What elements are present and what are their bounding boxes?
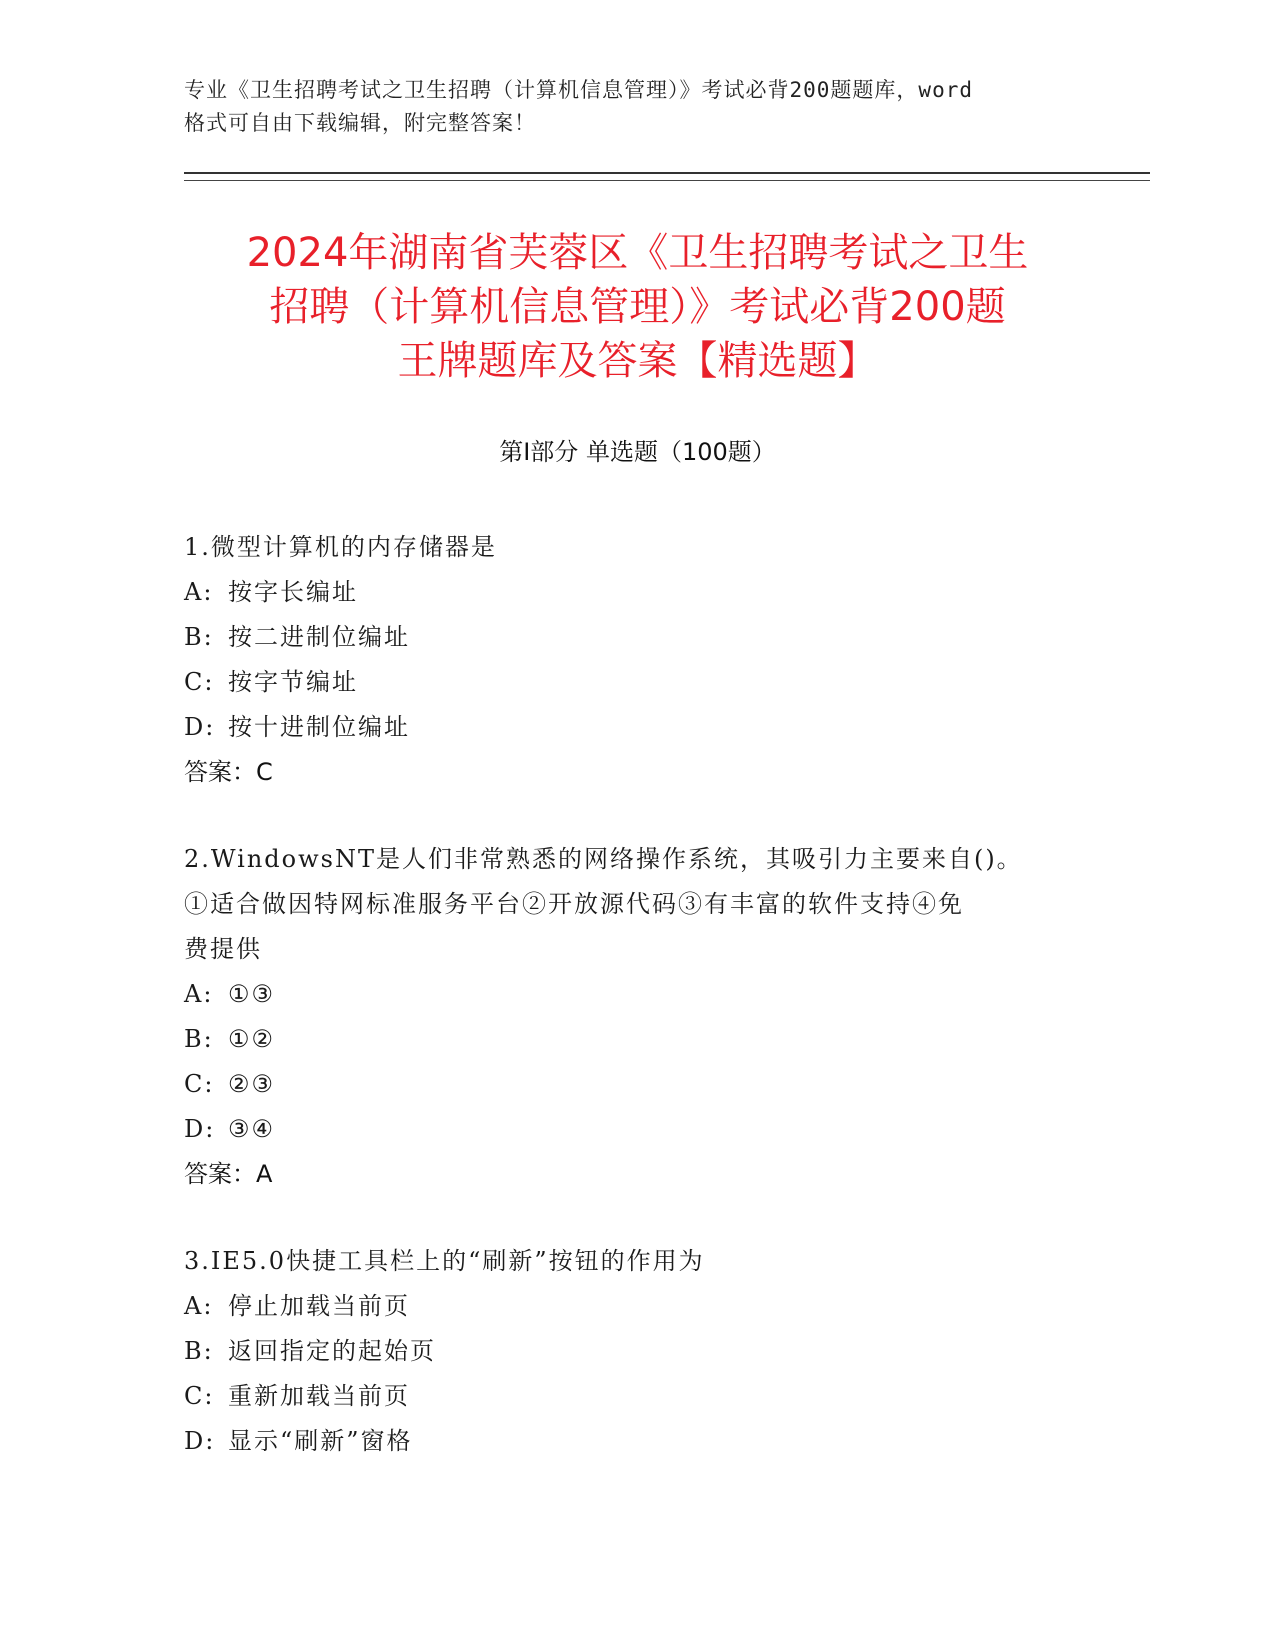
option-letter: A:	[184, 1292, 214, 1320]
title-line: 王牌题库及答案【精选题】	[397, 338, 878, 384]
option-text: 重新加载当前页	[228, 1382, 410, 1410]
option-text: ①②	[228, 1025, 276, 1053]
option-letter: C:	[184, 1070, 215, 1098]
answer-line: 答案：A	[184, 1160, 273, 1188]
option-b	[184, 1329, 1084, 1374]
option-text: 按字节编址	[228, 668, 358, 696]
document-title	[150, 226, 1125, 388]
option-letter: B:	[184, 1337, 214, 1365]
option-c	[184, 1374, 1084, 1419]
title-line: 招聘（计算机信息管理）》考试必背200题	[269, 284, 1006, 330]
option-a	[184, 570, 1084, 615]
option-letter: A:	[184, 578, 214, 606]
option-text: 按十进制位编址	[228, 713, 410, 741]
answer-line: 答案：C	[184, 758, 273, 786]
option-text: 停止加载当前页	[228, 1292, 410, 1320]
intro-line: 专业《卫生招聘考试之卫生招聘（计算机信息管理）》考试必背200题题库，word	[184, 78, 973, 102]
question-stem: 2.WindowsNT是人们非常熟悉的网络操作系统，其吸引力主要来自()。	[184, 845, 1023, 873]
option-a	[184, 972, 1084, 1017]
option-text: ②③	[228, 1070, 276, 1098]
option-text: 按字长编址	[228, 578, 358, 606]
option-d	[184, 705, 1084, 750]
intro-paragraph	[184, 74, 1084, 140]
question-stem: 费提供	[184, 935, 262, 963]
option-text: 显示“刷新”窗格	[228, 1427, 413, 1455]
option-b	[184, 1017, 1084, 1062]
question-item	[184, 837, 1084, 1197]
option-b	[184, 615, 1084, 660]
header-divider-thin	[184, 180, 1150, 181]
option-text: 按二进制位编址	[228, 623, 410, 651]
question-item	[184, 1239, 1084, 1464]
section-heading: 第Ⅰ部分 单选题（100题）	[499, 438, 776, 466]
title-line: 2024年湖南省芙蓉区《卫生招聘考试之卫生	[246, 230, 1029, 276]
header-divider	[184, 172, 1150, 174]
option-letter: D:	[184, 1427, 216, 1455]
option-c	[184, 1062, 1084, 1107]
option-letter: B:	[184, 1025, 214, 1053]
option-d	[184, 1419, 1084, 1464]
question-item	[184, 525, 1084, 795]
option-letter: C:	[184, 668, 215, 696]
option-text: ①③	[228, 980, 276, 1008]
option-letter: D:	[184, 713, 216, 741]
option-text: ③④	[228, 1115, 276, 1143]
option-text: 返回指定的起始页	[228, 1337, 436, 1365]
option-letter: D:	[184, 1115, 216, 1143]
option-letter: B:	[184, 623, 214, 651]
option-letter: C:	[184, 1382, 215, 1410]
question-stem: 3.IE5.0快捷工具栏上的“刷新”按钮的作用为	[184, 1247, 705, 1275]
question-list	[184, 525, 1084, 1506]
option-letter: A:	[184, 980, 214, 1008]
option-a	[184, 1284, 1084, 1329]
question-stem: ①适合做因特网标准服务平台②开放源代码③有丰富的软件支持④免	[184, 890, 964, 918]
option-c	[184, 660, 1084, 705]
intro-line: 格式可自由下载编辑，附完整答案！	[184, 111, 536, 135]
option-d	[184, 1107, 1084, 1152]
question-stem: 1.微型计算机的内存储器是	[184, 533, 497, 561]
